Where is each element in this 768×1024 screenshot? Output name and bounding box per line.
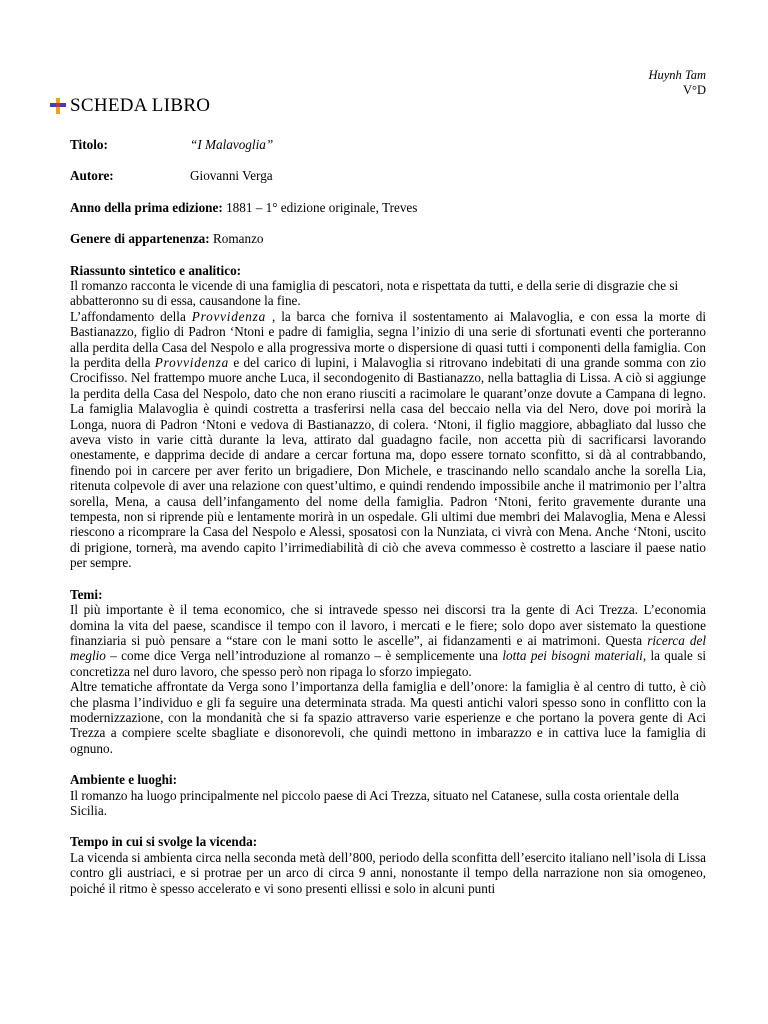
- paragraph: Altre tematiche affrontate da Verga sono l’importanza della famiglia e dell’onore: la famiglia è al centro di tutto, è ciò che plasma l’individuo e gli fa seguire una determinata strada. Ma questi antichi valori spesso sono in conflitto con la modernizzazione, con la mondanità che si fa spazio attraverso varie esperienze e che portano la povera gente di Aci Trezza a compiere scelte sbagliate e disonorevoli, che quindi mettono in imbarazzo e in cattiva luce la famiglia di ognuno.: [70, 679, 706, 756]
- bookmark-cross-icon: [50, 98, 66, 114]
- field-label: Anno della prima edizione:: [70, 199, 223, 215]
- field-autore: [70, 168, 706, 183]
- paragraph: Il più importante è il tema economico, che si intravede spesso nei discorsi tra la gente di Aci Trezza. L’economia domina la vita del paese, scandisce il tempo con il lavoro, i mercati e le fiere; solo dopo aver sistemato la questione finanziaria si può pensare a “stare con le mani sotto le ascelle”, ai fidanzamenti e ai matrimoni. Questa ricerca del meglio – come dice Verga nell’introduzione al romanzo – è semplicemente una lotta pei bisogni materiali, la quale si concretizza nel duro lavoro, che spesso però non ripaga lo sforzo impiegato.: [70, 602, 706, 679]
- paragraph: La vicenda si ambienta circa nella seconda metà dell’800, periodo della sconfitta dell’esercito italiano nell’isola di Lissa contro gli austriaci, e si protrae per un arco di circa 9 anni, nonostante il tempo della narrazione non sia omogeneo, poiché il ritmo è spesso accelerato e vi sono presenti ellissi e solo in alcuni punti: [70, 849, 706, 896]
- field-value: “I Malavoglia”: [190, 137, 274, 152]
- field-label: Autore:: [70, 168, 114, 184]
- title-text: SCHEDA LIBRO: [70, 95, 211, 116]
- field-value: Giovanni Verga: [190, 168, 273, 184]
- field-value: Romanzo: [212, 231, 264, 247]
- field-label: Titolo:: [70, 137, 108, 152]
- field-anno: [70, 200, 706, 215]
- section-heading-temi: Temi:: [70, 586, 103, 602]
- class-label: V°D: [682, 83, 706, 97]
- paragraph: Il romanzo ha luogo principalmente nel piccolo paese di Aci Trezza, situato nel Catanese, sulla costa orientale della Sicilia.: [70, 787, 679, 818]
- field-value: 1881 – 1° edizione originale, Treves: [226, 199, 418, 215]
- author-block: [648, 68, 706, 98]
- section-heading-tempo: Tempo in cui si svolge la vicenda:: [70, 834, 258, 850]
- document-body: [70, 137, 706, 896]
- field-label: Genere di appartenenza:: [70, 231, 210, 247]
- paragraph: Il romanzo racconta le vicende di una famiglia di pescatori, nota e rispettata da tutti, e della serie di disgrazie che si abbatteronno su di essa, causandone la fine.: [70, 277, 679, 309]
- field-genere: [70, 231, 706, 246]
- author-name: Huynh Tam: [648, 68, 706, 82]
- field-titolo: [70, 137, 706, 152]
- section-heading-ambiente: Ambiente e luoghi:: [70, 772, 177, 788]
- paragraph: L’affondamento della Provvidenza , la barca che forniva il sostentamento ai Malavoglia, e con essa la morte di Bastianazzo, figlio di Padron ‘Ntoni e padre di famiglia, segna l’inizio di una serie di sfortunati eventi che porteranno alla perdita della Casa del Nespolo e alla progressiva morte o dispersione di quasi tutti i componenti della famiglia. Con la perdita della Provvidenza e del carico di lupini, i Malavoglia si ritrovano indebitati di una grande somma con zio Crocifisso. Nel frattempo muore anche Luca, il secondogenito di Bastianazzo, nella battaglia di Lissa. A ciò si aggiunge la perdita della Casa del Nespolo, dato che non erano riusciti a racimolare le quarant’onze dovute a Campana di legno. La famiglia Malavoglia è quindi costretta a trasferirsi nella casa del beccaio nella via del Nero, dove poi morirà la Longa, nuora di Padron ‘Ntoni e vedova di Bastianazzo, di colera. ‘Ntoni, il figlio maggiore, abbagliato dal lusso che aveva visto in varie città durante la leva, attirato dal guadagno facile, non accetta più di sacrificarsi lavorando onestamente, e dapprima decide di andare a cercar fortuna ma, dopo essere tornato sconfitto, si dà al contrabbando, finendo poi in carcere per aver ferito un brigadiere, Don Michele, e trascinando nello scandalo anche la sorella Lia, ritenuta colpevole di aver una relazione con quest’ultimo, e quindi rendendo impossibile anche il matrimonio per l’altra sorella, Mena, a causa dell’infangamento del nome della famiglia. Padron ‘Ntoni, ferito gravemente durante una tempesta, non si riprende più e lentamente morirà in un ospedale. Gli ultimi due membri dei Malavoglia, Mena e Alessi riescono a ricomprare la Casa del Nespolo e Alessi, sposatosi con la Nunziata, ci vivrà con Mena. Anche ‘Ntoni, uscito di prigione, tornerà, ma avendo capito l’irrimediabilità di ciò che aveva commesso è costretto a lasciare il paese natio per sempre.: [70, 308, 707, 571]
- document-title: [50, 95, 210, 117]
- section-heading-riassunto: Riassunto sintetico e analitico:: [70, 262, 242, 278]
